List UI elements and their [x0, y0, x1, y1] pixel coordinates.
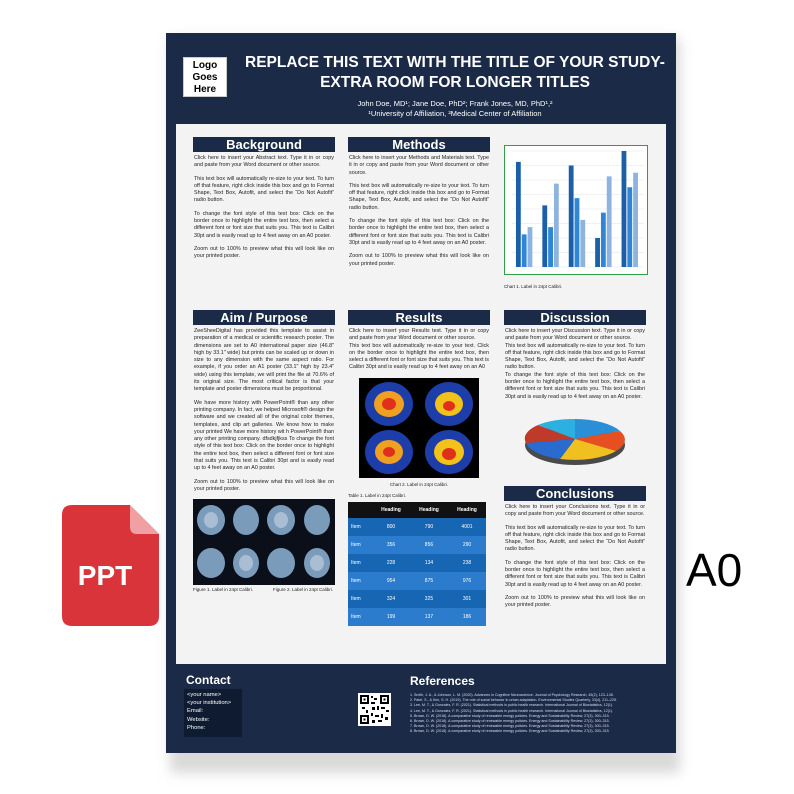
- reference-item: 8. Brown, D. W. (2018). A comparative study of renewable energy policies. Energy and Sustainability Review, 27(3), 300–315.: [410, 729, 610, 734]
- background-heading: Background: [193, 137, 335, 152]
- table-row: [348, 536, 486, 554]
- pie-chart-image: [520, 407, 630, 469]
- conclusions-text: Zoom out to 100% to preview what this will look like on your printed poster.: [505, 594, 645, 609]
- contact-line: Email:: [187, 708, 204, 715]
- table-cell: 875: [410, 572, 448, 590]
- reference-item: 7. Brown, D. W. (2018). A comparative study of renewable energy policies. Energy and Sustainability Review, 27(3), 300–315.: [410, 724, 610, 729]
- authors-block: [244, 99, 666, 119]
- chart-2-caption: Chart 2. Label in 24pt Calibri.: [389, 481, 449, 487]
- poster-title: REPLACE THIS TEXT WITH THE TITLE OF YOUR STUDY- EXTRA ROOM FOR LONGER TITLES: [245, 54, 665, 91]
- mri-image-grid: [193, 499, 335, 585]
- aim-section: [193, 310, 335, 593]
- chart-1-caption: Chart 1. Label in 24pt Calibri.: [504, 284, 563, 289]
- chart-bar: [622, 151, 627, 267]
- discussion-heading: Discussion: [504, 310, 646, 325]
- background-section: [193, 137, 335, 267]
- table-cell: 356: [372, 536, 410, 554]
- chart-bar: [601, 213, 606, 267]
- chart-bar: [627, 187, 632, 267]
- poster-footer: [166, 665, 676, 753]
- reference-item: 2. Patel, S., & Kim, S. H. (2019). The role of social behavior in urban adaptation. Environmental Studies Quarterly, 33(4), 211–225.: [410, 698, 617, 703]
- table-cell: 186: [448, 608, 486, 626]
- table-cell: 954: [372, 572, 410, 590]
- conclusions-text: Click here to insert your Conclusions text. Type it in or copy and paste from your Word document or other source.: [505, 504, 645, 518]
- table-cell: 238: [448, 554, 486, 572]
- poster: [166, 33, 676, 753]
- conclusions-section: [504, 486, 646, 616]
- results-text: Click here to insert your Results text. Type it in or copy and paste from your Word document or other source.: [349, 328, 489, 342]
- table-cell: 324: [372, 590, 410, 608]
- chart-bar: [607, 176, 612, 267]
- table-cell: 137: [410, 608, 448, 626]
- methods-text: Click here to insert your Methods and Materials text. Type it in or copy and paste from your Word document or other source.: [349, 155, 489, 176]
- contact-details: [184, 689, 242, 737]
- table-header-cell: Heading: [372, 502, 410, 518]
- methods-text: To change the font style of this text box: Click on the border once to highlight the entire text box, then select a different font or font size that suits you. This text is Calibri 30pt and is easily read up to 4 feet away on an A0 poster.: [349, 218, 489, 246]
- table-cell: 4001: [448, 518, 486, 536]
- table-cell: 325: [410, 590, 448, 608]
- contact-line: <your name>: [187, 692, 222, 698]
- table-cell: Item: [348, 536, 372, 554]
- table-cell: 790: [410, 518, 448, 536]
- chart-bar: [554, 184, 559, 267]
- table-cell: 134: [410, 554, 448, 572]
- table-cell: 301: [448, 590, 486, 608]
- discussion-text: Click here to insert your Discussion text. Type it in or copy and paste from your Word document or other source.: [505, 328, 645, 342]
- conclusions-heading: Conclusions: [504, 486, 646, 501]
- figure-1-caption: Figure 1. Label in 24pt Calibri.: [193, 587, 254, 593]
- conclusions-text: This text box will automatically re-size to your text. To turn off that feature, right click inside this box and go to Format Shape, Text Box, Autofit, and select the “Do Not Autofit” radio button.: [505, 524, 645, 553]
- chart-bar: [569, 166, 574, 268]
- table-row: [348, 572, 486, 590]
- size-label: A0: [686, 544, 743, 596]
- table-row: [348, 608, 486, 626]
- results-text: This text box will automatically re-size to your text. Click on the border once to highlight the entire text box, then select a different font or font size that suits you. This text is Calibri 30pt and is easily read up to 4 feet away on an A0: [349, 342, 489, 371]
- discussion-text: This text box will automatically re-size to your text. To turn off that feature, right click inside this box and go to Format Shape, Text Box, Autofit, and select the “Do Not Autofit” radio button.: [505, 342, 645, 371]
- chart-bar: [633, 173, 638, 267]
- table-header-row: [348, 502, 486, 518]
- background-text: Click here to insert your Abstract text. Type it in or copy and paste from your Word document or other source.: [194, 155, 334, 169]
- poster-body: [176, 124, 666, 664]
- reference-item: 5. Brown, D. W. (2018). A comparative study of renewable energy policies. Energy and Sustainability Review, 27(3), 300–315.: [410, 713, 610, 718]
- table-cell: 800: [372, 518, 410, 536]
- methods-text: This text box will automatically re-size to your text. To turn off that feature, right click inside this box and go to Format Shape, Text Box, Autofit, and select the “Do Not Autofit” radio button.: [349, 182, 489, 211]
- table-cell: Item: [348, 518, 372, 536]
- reference-item: 3. Lee, M. T., & Gonzalez, F. R. (2021). Statistical methods in public health research. International Journal of Biostatistics, 12(1).: [410, 703, 614, 708]
- logo-placeholder: Logo Goes Here: [183, 57, 227, 97]
- bar-chart: [504, 145, 648, 275]
- ppt-label: PPT: [77, 560, 133, 591]
- discussion-section: [504, 310, 646, 469]
- chart-bar: [516, 162, 521, 267]
- chart-1: [504, 145, 648, 289]
- poster-header: [166, 33, 676, 123]
- results-section: [348, 310, 490, 626]
- figure-2-caption: Figure 2. Label in 24pt Calibri.: [273, 587, 334, 593]
- references-list: [410, 693, 650, 735]
- authors: John Doe, MD¹; Jane Doe, PhD²; Frank Jones, MD, PhD¹,²: [357, 99, 553, 108]
- background-text: To change the font style of this text box: Click on the border once to highlight the entire text box, then select a different font or font size that suits you. This text is Calibri 30pt and is easily read up to 4 feet away on an A0 poster.: [194, 210, 334, 239]
- brain-heatmap-image: [359, 378, 479, 478]
- table-cell: 199: [372, 608, 410, 626]
- reference-item: 6. Brown, D. W. (2018). A comparative study of renewable energy policies. Energy and Sustainability Review, 27(3), 300–315.: [410, 719, 610, 724]
- discussion-text: To change the font style of this text box: Click on the border once to highlight the entire text box, then select a different font or font size that suits you. This text is Calibri 30pt and is easily read up to 4 feet away on an A0 poster.: [505, 371, 645, 400]
- table-cell: Item: [348, 554, 372, 572]
- chart-bar: [522, 234, 527, 267]
- brain-scan-image: [193, 499, 335, 585]
- table-cell: Item: [348, 608, 372, 626]
- chart-bar: [595, 238, 600, 267]
- results-table: [348, 502, 486, 626]
- table-cell: 228: [372, 554, 410, 572]
- aim-text: We have more history with PowerPoint® than any other printing company. In fact, we helped Microsoft® design the software and we created all of the original color themes, templates, and clip art galleries. We know how to make your printed We have more history wit h PowerPoint® than any other printing company. dfsdkjfjkss To change the font style of this text box: Click on the border once to highlight the entire text box, then select a different font or font size that suits you. This text is Calibri 30pt and is easily read up to 4 feet away on an A0 poster.: [194, 399, 334, 472]
- table-header-cell: Heading: [448, 502, 486, 518]
- methods-section: [348, 137, 490, 274]
- table-1-caption: Table 1. Label in 24pt Calibri.: [348, 492, 407, 498]
- table-cell: 290: [448, 536, 486, 554]
- qr-code-icon: [358, 693, 391, 726]
- chart-bar: [580, 220, 585, 267]
- aim-text: Zoom out to 100% to preview what this will look like on your printed poster.: [194, 478, 334, 492]
- contact-line: <your institution>: [187, 700, 232, 707]
- table-cell: Item: [348, 590, 372, 608]
- affiliations: ¹University of Affiliation, ²Medical Center of Affiliation: [368, 109, 542, 118]
- aim-text: ZeeSheeDigital has provided this template to assist in preparation of a medical or scientific research poster. The dimensions are set to A0 international paper size (46.8" high by 33.1" wide) but prints can be scaled up or down in size to any dimension with the same aspect ratio. For example, if you order an A1 poster (33.1" high by 23.4" wide) using this template, we will print the file at 70.6% of its original size. The most critical factor is that your template and poster dimensions must be proportional.: [194, 328, 334, 393]
- reference-item: 4. Lee, M. T., & Gonzalez, F. R. (2021). Statistical methods in public health research. International Journal of Biostatistics, 12(1).: [410, 708, 614, 713]
- table-row: [348, 554, 486, 572]
- background-text: This text box will automatically re-size to your text. To turn off that feature, right click inside this box and go to Format Shape, Text Box, Autofit, and select the “Do Not Autofit” radio button.: [194, 175, 334, 204]
- table-header-cell: Heading: [410, 502, 448, 518]
- table-cell: Item: [348, 572, 372, 590]
- table-header-cell: [348, 502, 372, 518]
- methods-heading: Methods: [348, 137, 490, 152]
- chart-bar: [548, 227, 553, 267]
- table-row: [348, 590, 486, 608]
- references-heading: References: [410, 674, 475, 688]
- mri-figures: [193, 499, 335, 593]
- contact-heading: Contact: [186, 673, 231, 687]
- table-cell: 976: [448, 572, 486, 590]
- methods-text: Zoom out to 100% to preview what this will look like on your printed poster.: [349, 253, 489, 267]
- chart-bar: [575, 198, 580, 267]
- background-text: Zoom out to 100% to preview what this will look like on your printed poster.: [194, 245, 334, 260]
- chart-bar: [542, 205, 547, 267]
- table-row: [348, 518, 486, 536]
- reference-item: 1. Smith, J. A., & Johnson, L. M. (2020). Advances in Cognitive Neuroscience. Journal of Psychology Research, 45(2), 123–138.: [410, 693, 614, 697]
- table-cell: 856: [410, 536, 448, 554]
- aim-heading: Aim / Purpose: [193, 310, 335, 325]
- contact-line: Website:: [187, 716, 210, 723]
- chart-bar: [528, 227, 533, 267]
- results-heading: Results: [348, 310, 490, 325]
- contact-line: Phone:: [187, 724, 206, 731]
- conclusions-text: To change the font style of this text box: Click on the border once to highlight the entire text box, then select a different font or font size that suits you. This text is Calibri 30pt and is easily read up to 4 feet away on an A0 poster.: [505, 559, 645, 588]
